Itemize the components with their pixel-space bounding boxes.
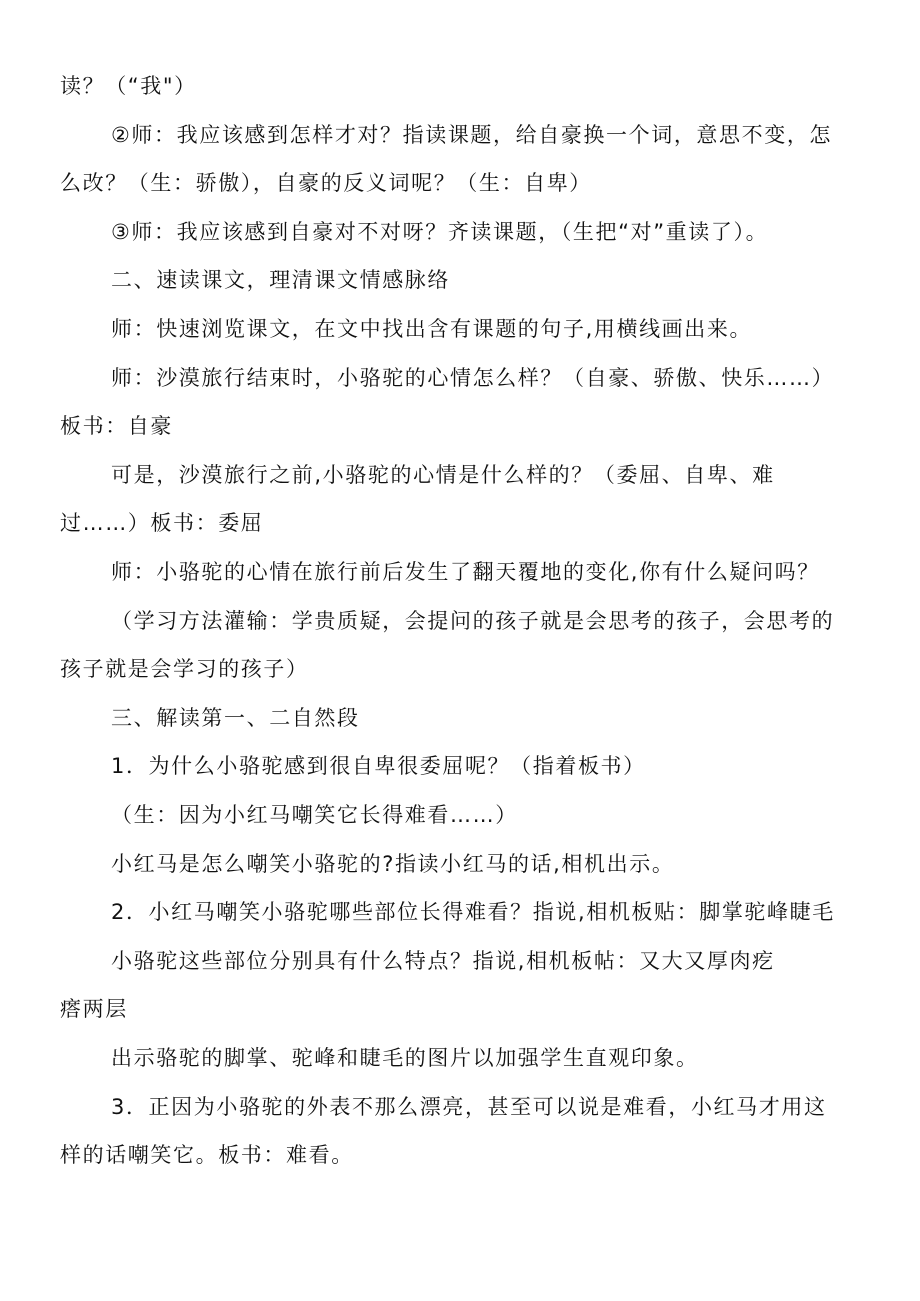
text-line: 过……）板书：委屈	[60, 511, 264, 535]
text-line: 读？（“我"）	[60, 74, 197, 98]
text-line: 2．小红马嘲笑小骆驼哪些部位长得难看？指说,相机板贴：脚掌驼峰睫毛	[111, 900, 835, 924]
text-line: ③师：我应该感到自豪对不对呀？齐读课题，（生把“对”重读了）。	[111, 220, 769, 244]
text-line: 师：沙漠旅行结束时，小骆驼的心情怎么样？（自豪、骄傲、快乐……）	[111, 366, 835, 390]
text-line: （学习方法灌输：学贵质疑，会提问的孩子就是会思考的孩子，会思考的	[111, 609, 835, 633]
text-line: 瘩两层	[60, 997, 128, 1021]
text-line: 小骆驼这些部位分别具有什么特点？指说,相机板帖：又大又厚肉疙	[111, 949, 775, 973]
section-heading: 二、速读课文，理清课文情感脉络	[111, 268, 450, 292]
text-line: 师：小骆驼的心情在旅行前后发生了翻天覆地的变化,你有什么疑问吗？	[111, 560, 820, 584]
text-line: 小红马是怎么嘲笑小骆驼的?指读小红马的话,相机出示。	[111, 852, 675, 876]
text-line: 3．正因为小骆驼的外表不那么漂亮，甚至可以说是难看，小红马才用这	[111, 1095, 827, 1119]
text-line: 1．为什么小骆驼感到很自卑很委屈呢？（指着板书）	[111, 754, 646, 778]
text-line: 出示骆驼的脚掌、驼峰和睫毛的图片以加强学生直观印象。	[111, 1046, 699, 1070]
text-line: 么改？（生：骄傲），自豪的反义词呢？（生：自卑）	[60, 171, 592, 195]
text-line: ②师：我应该感到怎样才对？指读课题，给自豪换一个词，意思不变，怎	[111, 123, 833, 147]
text-line: 孩子就是会学习的孩子）	[60, 657, 309, 681]
text-line: 板书：自豪	[60, 414, 173, 438]
text-line: 样的话嘲笑它。板书：难看。	[60, 1143, 354, 1167]
text-line: 可是，沙漠旅行之前,小骆驼的心情是什么样的？（委屈、自卑、难	[111, 463, 775, 487]
text-line: （生：因为小红马嘲笑它长得难看……）	[111, 803, 518, 827]
text-line: 师：快速浏览课文，在文中找出含有课题的句子,用横线画出来。	[111, 317, 753, 341]
section-heading: 三、解读第一、二自然段	[111, 706, 360, 730]
